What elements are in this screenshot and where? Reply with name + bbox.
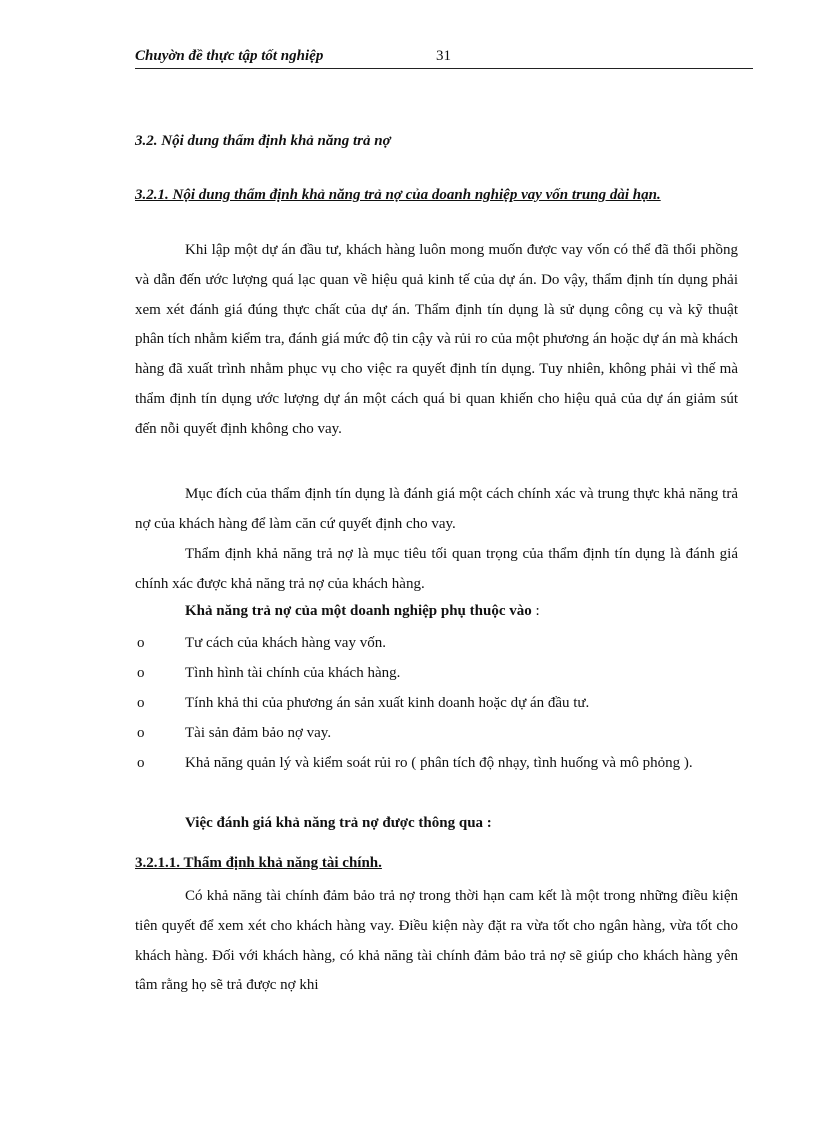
bullet-icon: o <box>137 755 145 771</box>
paragraph-financial: Có khả năng tài chính đảm bảo trả nợ trong thời hạn cam kết là một trong những điều kiện tiên quyết để xem xét cho khách hàng vay. Điều kiện này đặt ra vừa tốt cho ngân hàng, vừa tốt cho khách hàng. Đối với khách hàng, có khả năng tài chính đảm bảo trả nợ sẽ giúp cho khách hàng yên tâm rằng họ sẽ trả được nợ khi <box>135 888 738 994</box>
page-number: 31 <box>436 48 451 64</box>
page-header <box>135 46 753 69</box>
paragraph-intro: Khi lập một dự án đầu tư, khách hàng luôn mong muốn được vay vốn có thể đã thổi phồng và dẫn đến ước lượng quá lạc quan về hiệu quả kinh tế của dự án. Do vậy, thẩm định tín dụng phải xem xét đánh giá đúng thực chất của dự án. Thẩm định tín dụng là sử dụng công cụ và kỹ thuật phân tích nhằm kiểm tra, đánh giá mức độ tin cậy và rủi ro của một phương án hoặc dự án mà khách hàng đã xuất trình nhằm phục vụ cho việc ra quyết định tín dụng. Tuy nhiên, không phải vì thế mà thẩm định tín dụng ước lượng dự án một cách quá bi quan khiến cho hiệu quả của dự án giảm sút đến nỗi quyết định không cho vay. <box>135 242 738 437</box>
depends-intro-text: Khả năng trả nợ của một doanh nghiệp phụ thuộc vào <box>185 603 532 619</box>
list-item <box>135 718 738 748</box>
bullet-icon: o <box>137 635 145 651</box>
depends-intro-colon: : <box>531 603 540 619</box>
list-item <box>135 628 738 658</box>
list-item <box>135 748 738 778</box>
list-item <box>135 658 738 688</box>
bullet-icon: o <box>137 695 145 711</box>
factor-list <box>135 628 738 778</box>
depends-intro <box>185 603 540 620</box>
header-title: Chuyờn đề thực tập tốt nghiệp <box>135 48 324 64</box>
list-item-text: Tài sản đảm bảo nợ vay. <box>185 725 332 741</box>
paragraph-purpose: Mục đích của thẩm định tín dụng là đánh giá một cách chính xác và trung thực khả năng trả nợ của khách hàng để làm căn cứ quyết định cho vay. <box>135 486 738 532</box>
paragraph-objective: Thẩm định khả năng trả nợ là mục tiêu tối quan trọng của thẩm định tín dụng là đánh giá chính xác được khả năng trả nợ của khách hàng. <box>135 546 738 592</box>
bullet-icon: o <box>137 665 145 681</box>
bullet-icon: o <box>137 725 145 741</box>
list-item-text: Tư cách của khách hàng vay vốn. <box>185 635 386 651</box>
list-item-text: Tính khả thi của phương án sản xuất kinh doanh hoặc dự án đầu tư. <box>185 695 590 711</box>
section-heading: 3.2. Nội dung thẩm định khả năng trả nợ <box>135 133 391 149</box>
list-item-text: Tình hình tài chính của khách hàng. <box>185 665 401 681</box>
subsubsection-heading: 3.2.1.1. Thẩm định khả năng tài chính. <box>135 855 382 871</box>
list-item <box>135 688 738 718</box>
evaluation-intro: Việc đánh giá khả năng trả nợ được thông qua : <box>185 815 492 831</box>
subsection-heading: 3.2.1. Nội dung thẩm định khả năng trả nợ của doanh nghiệp vay vốn trung dài hạn. <box>135 187 661 203</box>
list-item-text: Khả năng quản lý và kiểm soát rủi ro ( phân tích độ nhạy, tình huống và mô phỏng ). <box>185 755 693 771</box>
